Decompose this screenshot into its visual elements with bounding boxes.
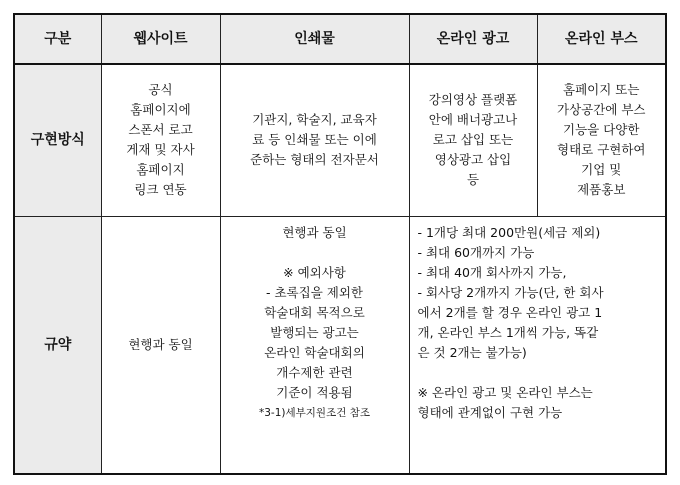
rules-print-cell <box>220 216 409 474</box>
method-print-cell: 기관지, 학술지, 교육자 료 등 인쇄물 또는 이에 준하는 형태의 전자문서 <box>220 64 409 216</box>
sponsorship-table <box>13 13 667 475</box>
rules-print-text: 현행과 동일 ※ 예외사항 - 초록집을 제외한 학술대회 목적으로 발행되는 광고는 온라인 학술대회의 개수제한 관련 기준이 적용됨 <box>264 224 365 400</box>
header-website: 웹사이트 <box>101 14 220 64</box>
header-online-ad: 온라인 광고 <box>409 14 537 64</box>
policy-table-frame <box>13 13 665 475</box>
method-row-label: 구현방식 <box>14 64 101 216</box>
rules-print-footnote: *3-1)세부지원조건 참조 <box>259 406 370 419</box>
header-online-booth: 온라인 부스 <box>537 14 666 64</box>
header-print: 인쇄물 <box>220 14 409 64</box>
rules-row-label: 규약 <box>14 216 101 474</box>
method-online-booth-cell: 홈페이지 또는 가상공간에 부스 기능을 다양한 형태로 구현하여 기업 및 제품홍보 <box>537 64 666 216</box>
method-website-cell: 공식 홈페이지에 스폰서 로고 게재 및 자사 홈페이지 링크 연동 <box>101 64 220 216</box>
rules-row <box>14 216 666 474</box>
rules-ad-booth-cell: - 1개당 최대 200만원(세금 제외) - 최대 60개까지 가능 - 최대 40개 회사까지 가능, - 회사당 2개까지 가능(단, 한 회사 에서 2개를 할 경우 온라인 광고 1 개, 온라인 부스 1개씩 가능, 똑같 은 것 2개는 불가능) ※ 온라인 광고 및 온라인 부스는 형태에 관계없이 구현 가능 <box>409 216 666 474</box>
method-row <box>14 64 666 216</box>
method-online-ad-cell: 강의영상 플랫폼 안에 배너광고나 로고 삽입 또는 영상광고 삽입 등 <box>409 64 537 216</box>
header-row <box>14 14 666 64</box>
header-category: 구분 <box>14 14 101 64</box>
rules-website-cell: 현행과 동일 <box>101 216 220 474</box>
